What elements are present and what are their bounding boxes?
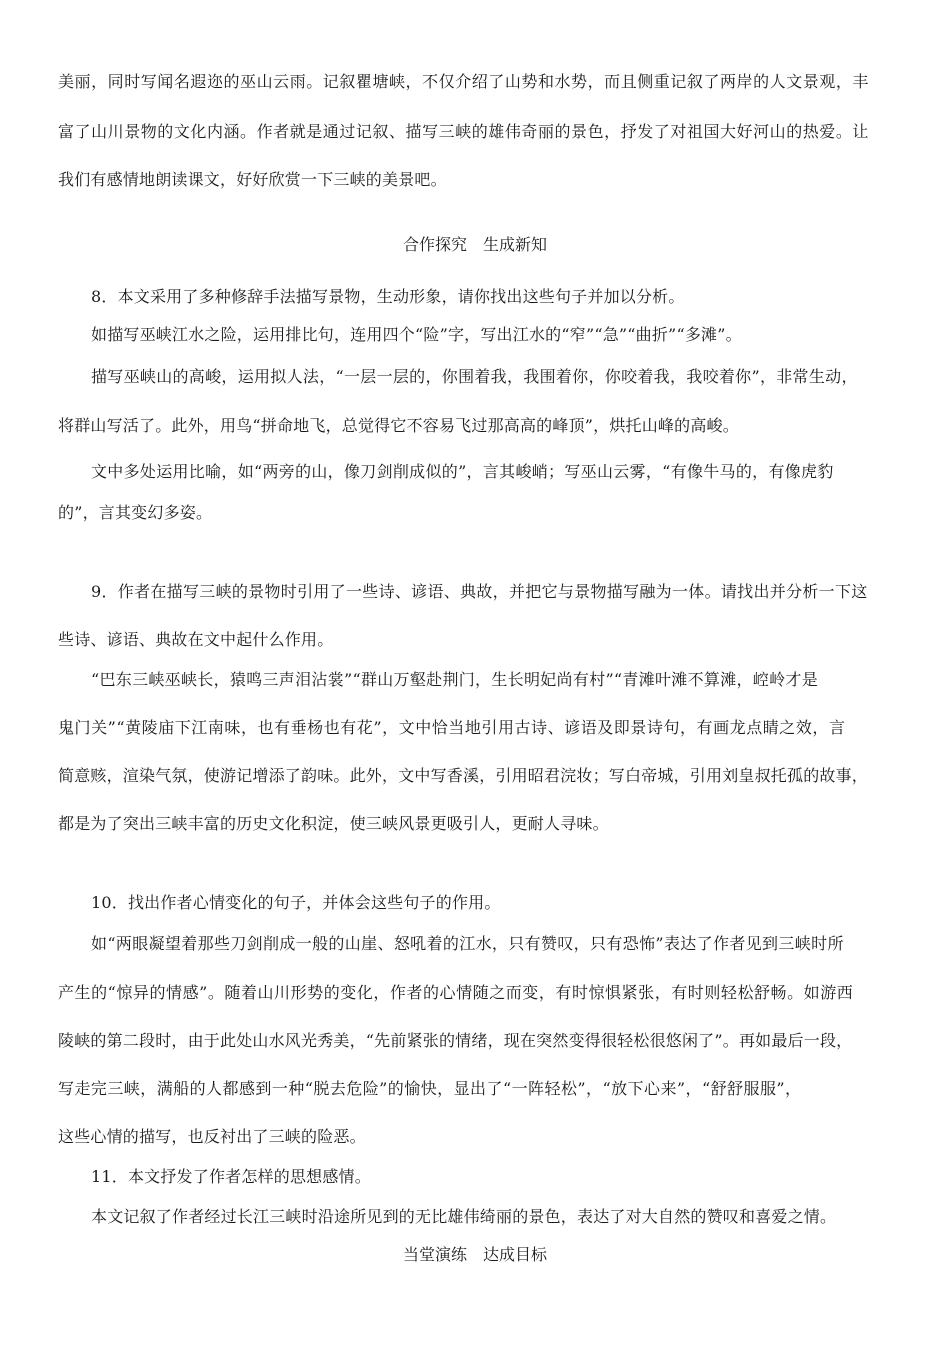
intro-line-1: 美丽，同时写闻名遐迩的巫山云雨。记叙瞿塘峡，不仅介绍了山势和水势，而且侧重记叙了两岸的人文景观，丰 [58, 72, 869, 91]
q9-answer-line-1: “巴东三峡巫峡长，猿鸣三声泪沾裳”“群山万壑赴荆门，生长明妃尚有村”“青滩叶滩不算滩，崆岭才是 [91, 670, 818, 689]
q10-answer-line-5: 这些心情的描写，也反衬出了三峡的险恶。 [58, 1127, 366, 1146]
section-heading-explore: 合作探究 生成新知 [402, 235, 547, 254]
intro-line-2: 富了山川景物的文化内涵。作者就是通过记叙、描写三峡的雄伟奇丽的景色，抒发了对祖国大好河山的热爱。让 [58, 122, 869, 141]
q11-answer: 本文记叙了作者经过长江三峡时沿途所见到的无比雄伟绮丽的景色，表达了对大自然的赞叹和喜爱之情。 [91, 1207, 837, 1226]
q9-answer-line-4: 都是为了突出三峡丰富的历史文化积淀，使三峡风景更吸引人，更耐人寻味。 [58, 814, 609, 833]
q8-question: 8．本文采用了多种修辞手法描写景物，生动形象，请你找出这些句子并加以分析。 [91, 287, 685, 306]
q8-answer-line-1: 如描写巫峡江水之险，运用排比句，连用四个“险”字，写出江水的“窄”“急”“曲折”“多滩”。 [91, 325, 742, 344]
q8-answer-line-5: 的”，言其变幻多姿。 [58, 503, 213, 522]
intro-line-3: 我们有感情地朗读课文，好好欣赏一下三峡的美景吧。 [58, 170, 447, 189]
q10-answer-line-3: 陵峡的第二段时，由于此处山水风光秀美，“先前紧张的情绪，现在突然变得很轻松很悠闲了”。再如最后一段， [58, 1031, 853, 1050]
q9-answer-line-3: 简意赅，渲染气氛，使游记增添了韵味。此外，文中写香溪，引用昭君浣妆；写白帝城，引用刘皇叔托孤的故事， [58, 766, 869, 785]
q9-question-line-1: 9．作者在描写三峡的景物时引用了一些诗、谚语、典故，并把它与景物描写融为一体。请找出并分析一下这 [91, 582, 868, 601]
q10-answer-line-1: 如“两眼凝望着那些刀剑削成一般的山崖、怒吼着的江水，只有赞叹，只有恐怖”表达了作者见到三峡时所 [91, 934, 844, 953]
q9-answer-line-2: 鬼门关”“黄陵庙下江南味，也有垂杨也有花”，文中恰当地引用古诗、谚语及即景诗句，有画龙点睛之效，言 [58, 718, 846, 737]
q10-answer-line-2: 产生的“惊异的情感”。随着山川形势的变化，作者的心情随之而变，有时惊惧紧张，有时则轻松舒畅。如游西 [58, 983, 854, 1002]
q8-answer-line-2: 描写巫峡山的高峻，运用拟人法，“一层一层的，你围着我，我围着你，你咬着我，我咬着你”，非常生动， [91, 367, 858, 386]
q8-answer-line-3: 将群山写活了。此外，用鸟“拼命地飞，总觉得它不容易飞过那高高的峰顶”，烘托山峰的高峻。 [58, 416, 739, 435]
q8-answer-line-4: 文中多处运用比喻，如“两旁的山，像刀剑削成似的”，言其峻峭；写巫山云雾，“有像牛马的，有像虎豹 [91, 462, 834, 481]
q9-question-line-2: 些诗、谚语、典故在文中起什么作用。 [58, 630, 334, 649]
q11-question: 11．本文抒发了作者怎样的思想感情。 [91, 1167, 371, 1186]
q10-answer-line-4: 写走完三峡，满船的人都感到一种“脱去危险”的愉快，显出了“一阵轻松”，“放下心来”，“舒舒服服”， [58, 1079, 802, 1098]
section-heading-practice: 当堂演练 达成目标 [402, 1245, 547, 1264]
q10-question: 10．找出作者心情变化的句子，并体会这些句子的作用。 [91, 893, 501, 912]
